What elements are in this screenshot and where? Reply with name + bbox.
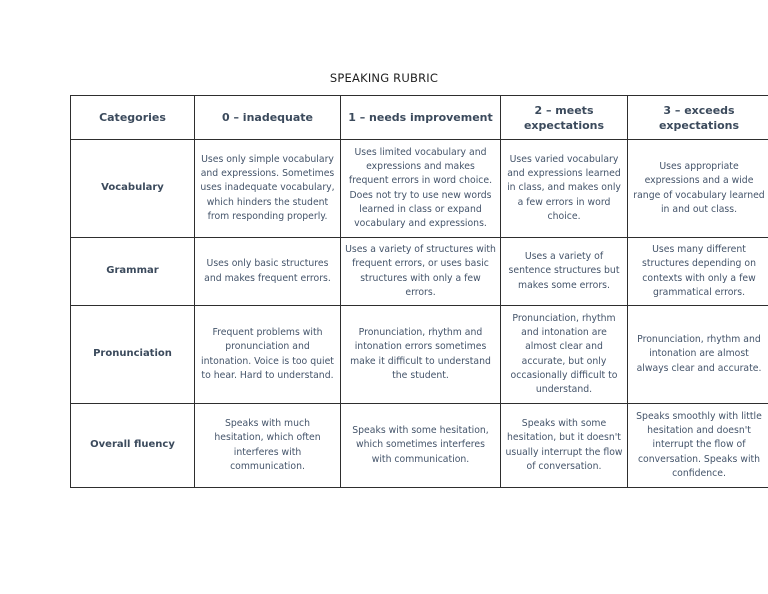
header-score-0: 0 – inadequate xyxy=(195,96,341,140)
category-overall-fluency: Overall fluency xyxy=(71,404,195,488)
rubric-cell: Uses only simple vocabulary and expressions. Sometimes uses inadequate vocabulary, which hinders the student from responding properly. xyxy=(195,140,341,238)
rubric-table xyxy=(70,95,768,488)
category-vocabulary: Vocabulary xyxy=(71,140,195,238)
header-categories: Categories xyxy=(71,96,195,140)
rubric-cell: Pronunciation, rhythm and intonation are almost always clear and accurate. xyxy=(628,306,768,404)
header-score-1: 1 – needs improvement xyxy=(341,96,501,140)
rubric-cell: Uses many different structures depending on contexts with only a few grammatical errors. xyxy=(628,238,768,306)
rubric-cell: Uses only basic structures and makes frequent errors. xyxy=(195,238,341,306)
rubric-cell: Speaks with some hesitation, which sometimes interferes with communication. xyxy=(341,404,501,488)
rubric-cell: Frequent problems with pronunciation and intonation. Voice is too quiet to hear. Hard to understand. xyxy=(195,306,341,404)
rubric-cell: Uses a variety of structures with frequent errors, or uses basic structures with only a few errors. xyxy=(341,238,501,306)
rubric-cell: Speaks with much hesitation, which often interferes with communication. xyxy=(195,404,341,488)
table-header-row xyxy=(71,96,768,140)
rubric-cell: Speaks smoothly with little hesitation and doesn't interrupt the flow of conversation. Speaks with confidence. xyxy=(628,404,768,488)
table-row xyxy=(71,306,768,404)
rubric-cell: Uses appropriate expressions and a wide range of vocabulary learned in and out class. xyxy=(628,140,768,238)
rubric-cell: Uses a variety of sentence structures but makes some errors. xyxy=(501,238,628,306)
rubric-cell: Speaks with some hesitation, but it doesn't usually interrupt the flow of conversation. xyxy=(501,404,628,488)
category-pronunciation: Pronunciation xyxy=(71,306,195,404)
rubric-cell: Pronunciation, rhythm and intonation errors sometimes make it difficult to understand the student. xyxy=(341,306,501,404)
table-row xyxy=(71,404,768,488)
rubric-cell: Uses limited vocabulary and expressions and makes frequent errors in word choice. Does not try to use new words learned in class or expand vocabulary and expressions. xyxy=(341,140,501,238)
rubric-cell: Pronunciation, rhythm and intonation are almost clear and accurate, but only occasionally difficult to understand. xyxy=(501,306,628,404)
rubric-cell: Uses varied vocabulary and expressions learned in class, and makes only a few errors in word choice. xyxy=(501,140,628,238)
document-title: SPEAKING RUBRIC xyxy=(329,71,439,85)
table-row xyxy=(71,140,768,238)
table-row xyxy=(71,238,768,306)
header-score-3: 3 – exceeds expectations xyxy=(628,96,768,140)
header-score-2: 2 – meets expectations xyxy=(501,96,628,140)
category-grammar: Grammar xyxy=(71,238,195,306)
